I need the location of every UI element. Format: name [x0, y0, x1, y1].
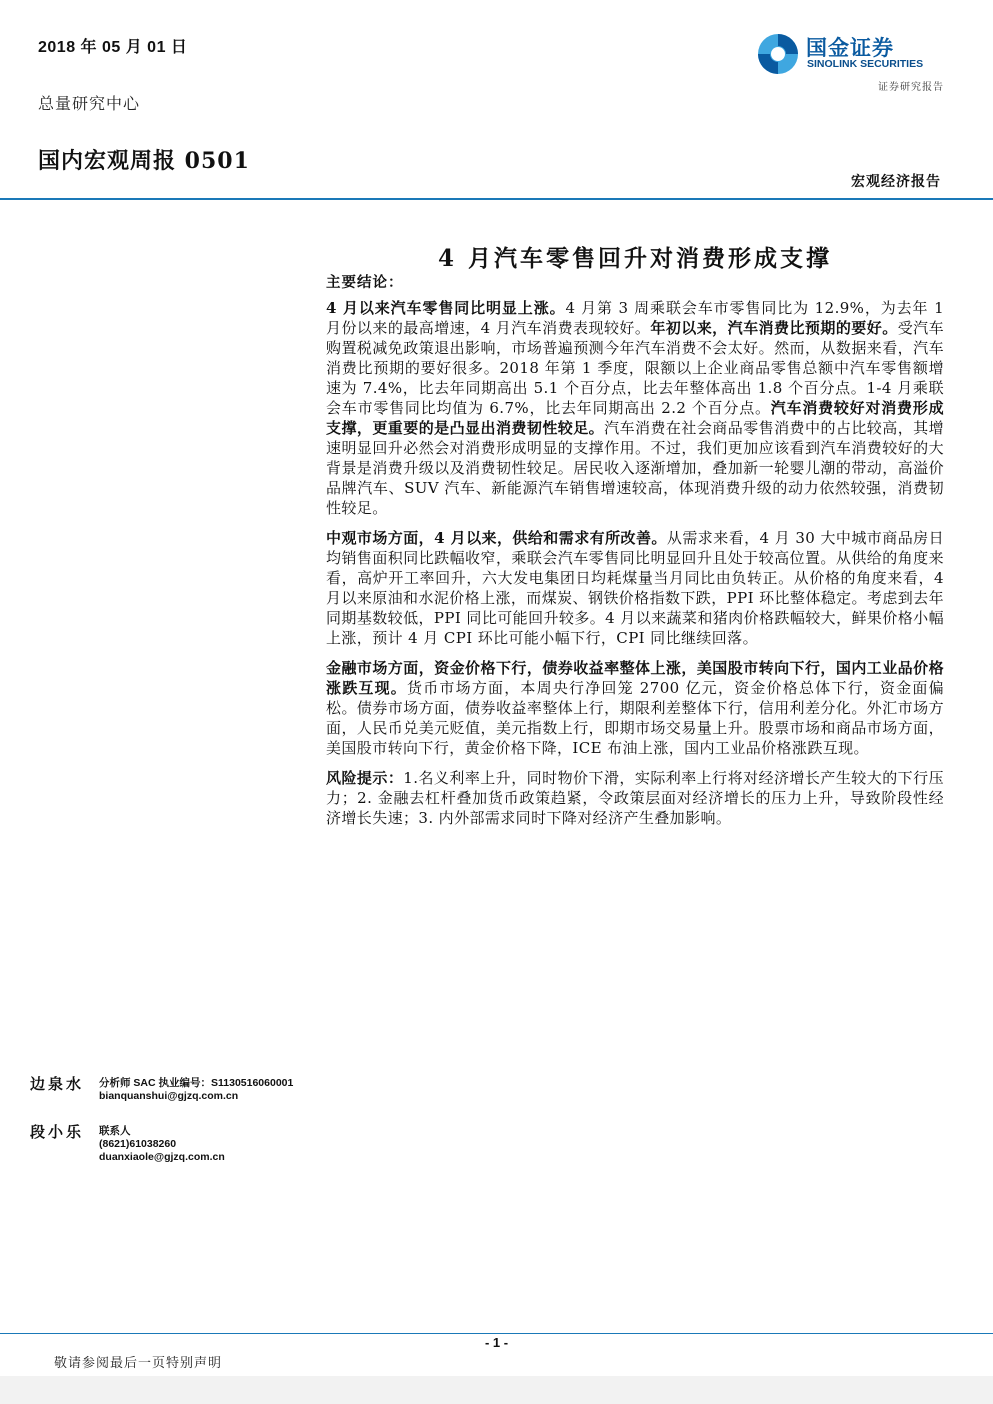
footer-divider: [0, 1333, 993, 1334]
page-number: - 1 -: [484, 1335, 509, 1350]
contact-phone: (8621)61038260: [99, 1138, 177, 1150]
highlight-text: 4 月以来汽车零售同比明显上涨。: [326, 299, 566, 317]
logo-subtitle: 证券研究报告: [878, 82, 944, 93]
logo-text-en: SINOLINK SECURITIES: [807, 58, 924, 70]
summary-paragraph: [326, 768, 944, 828]
footer-band: [0, 1376, 993, 1404]
analyst-contact: [99, 1077, 293, 1103]
summary-paragraph: [326, 298, 944, 518]
report-date: 2018 年 05 月 01 日: [38, 39, 188, 56]
summary-paragraph: [326, 658, 944, 758]
body-text: 4 月第 3 周乘联会车市零售同比为 12.9%，为去年 1 月份以来的最高增速，4 月汽车消费表现较好。: [326, 299, 945, 337]
company-logo: [754, 30, 944, 92]
body-text: 从需求来看，4 月 30 大中城市商品房日均销售面积同比跌幅收窄，乘联会汽车零售同比明显回升且处于较高位置。从供给的角度来看，高炉开工率回升，六大发电集团日均耗煤量当月同比由负转正。从价格的角度来看，4 月以来原油和水泥价格上涨，而煤炭、钢铁价格指数下跌，PPI 环比整体稳定。考虑到去年同期基数较低，PPI 同比可能回升较多。4 月以来蔬菜和猪肉价格跌幅较大，鲜果价格小幅上涨，预计 4 月 CPI 环比可能小幅下行，CPI 同比继续回落。: [326, 529, 944, 647]
analyst-email[interactable]: bianquanshui@gjzq.com.cn: [99, 1090, 239, 1102]
body-text: 受汽车购置税减免政策退出影响，市场普遍预测今年汽车消费不会太好。然而，从数据来看，汽车消费比预期的要好很多。2018 年第 1 季度，限额以上企业商品零售总额中汽车零售额增速为 7.4%，比去年同期高出 5.1 个百分点，比去年整体高出 1.8 个百分点。1-4 月乘联会车市零售同比均值为 6.7%，比去年同期高出 2.2 个百分点。: [326, 319, 945, 417]
report-type-label: 宏观经济报告: [851, 174, 941, 190]
highlight-text: 汽车消费较好对消费形成支撑，更重要的是凸显出消费韧性较足。: [326, 399, 944, 437]
report-series-title: 国内宏观周报 0501: [38, 148, 250, 174]
disclaimer-note: 敬请参阅最后一页特别声明: [54, 1356, 223, 1371]
highlight-text: 金融市场方面，资金价格下行，债券收益率整体上涨，美国股市转向下行，国内工业品价格涨跌互现。: [326, 659, 944, 697]
contact-info: [99, 1125, 225, 1164]
report-title: 4 月汽车零售回升对消费形成支撑: [437, 245, 832, 272]
summary-paragraph: [326, 528, 944, 648]
department-label: 总量研究中心: [38, 94, 141, 113]
body-text: 汽车消费在社会商品零售消费中的占比较高，其增速明显回升必然会对消费形成明显的支撑作用。不过，我们更加应该看到汽车消费较好的大背景是消费升级以及消费韧性较足。居民收入逐渐增加，叠加新一轮婴儿潮的带动，高溢价品牌汽车、SUV 汽车、新能源汽车销售增速较高，体现消费升级的动力依然较强，消费韧性较足。: [326, 419, 944, 517]
summary-column: [326, 273, 944, 838]
report-header: [0, 0, 993, 200]
sinolink-logo-icon: [756, 32, 800, 76]
analyst-name: 边泉水: [30, 1075, 85, 1093]
body-text: 1.名义利率上升，同时物价下滑，实际利率上行将对经济增长产生较大的下行压力；2. 金融去杠杆叠加货币政策趋紧，令政策层面对经济增长的压力上升，导致阶段性经济增长失速；3. 内外部需求同时下降对经济产生叠加影响。: [326, 769, 944, 827]
logo-text-cn: 国金证券: [806, 36, 894, 60]
highlight-text: 风险提示：: [326, 769, 404, 787]
summary-paragraphs: [326, 298, 944, 828]
highlight-text: 中观市场方面，4 月以来，供给和需求有所改善。: [326, 529, 667, 547]
contact-email[interactable]: duanxiaole@gjzq.com.cn: [99, 1151, 225, 1163]
contact-name: 段小乐: [30, 1123, 85, 1141]
highlight-text: 年初以来，汽车消费比预期的要好。: [650, 319, 898, 337]
contact-role: 联系人: [99, 1125, 131, 1137]
analyst-sac-id: 分析师 SAC 执业编号：S1130516060001: [99, 1077, 294, 1089]
summary-label: 主要结论：: [326, 274, 404, 291]
header-divider: [0, 198, 993, 200]
body-text: 货币市场方面，本周央行净回笼 2700 亿元，资金价格总体下行，资金面偏松。债券市场方面，债券收益率整体上行，期限利差整体下行，信用利差分化。外汇市场方面，人民币兑美元贬值，美元指数上行，即期市场交易量上升。股票市场和商品市场方面，美国股市转向下行，黄金价格下降，ICE 布油上涨，国内工业品价格涨跌互现。: [326, 679, 944, 757]
